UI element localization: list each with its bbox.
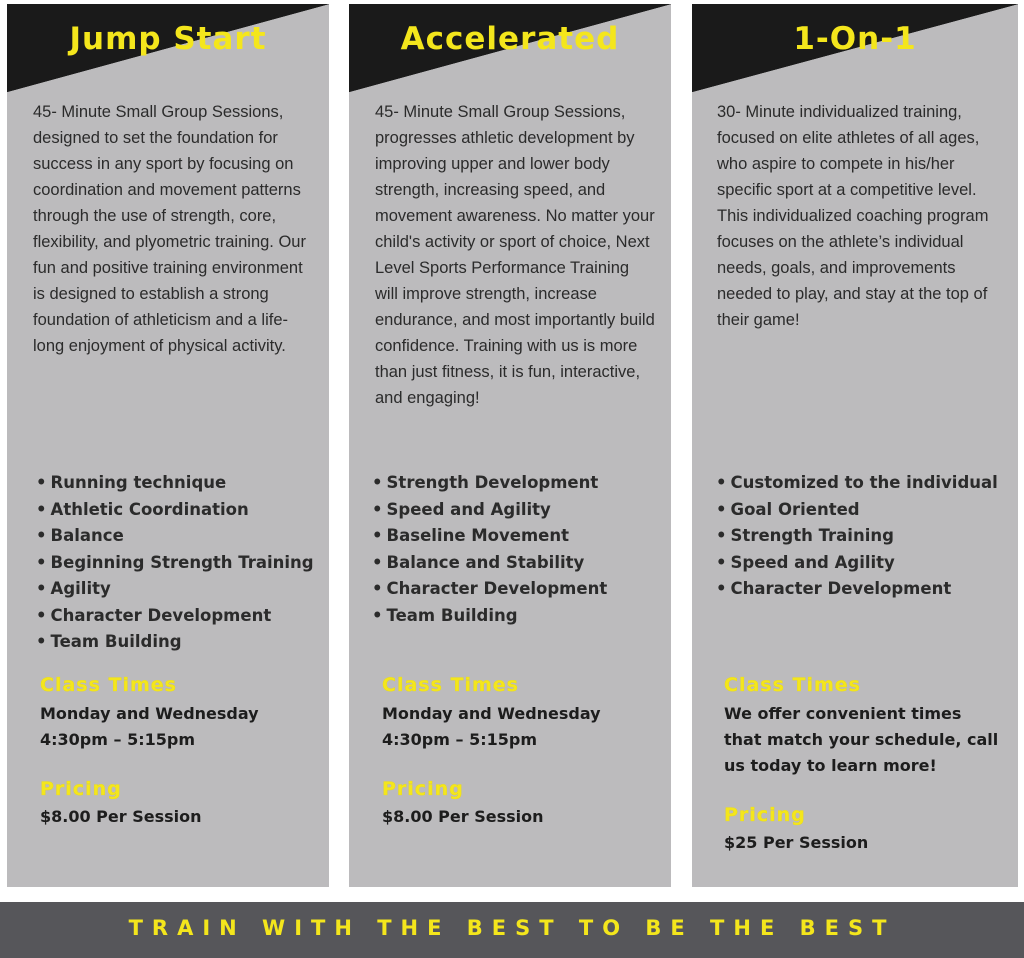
class-times-line: 4:30pm – 5:15pm <box>40 730 195 749</box>
program-card-jump-start <box>7 4 329 887</box>
class-times-line: that match your schedule, call <box>724 730 999 749</box>
feature-item: • Goal Oriented <box>716 497 1006 524</box>
class-times-line: We offer convenient times <box>724 704 962 723</box>
card-title: Accelerated <box>400 21 620 57</box>
feature-item: • Customized to the individual <box>716 470 1006 497</box>
feature-item: • Speed and Agility <box>716 550 1006 577</box>
program-card-accelerated <box>349 4 671 887</box>
card-title: 1-On-1 <box>793 21 917 57</box>
pricing-label: Pricing <box>724 804 806 826</box>
class-times-label: Class Times <box>724 674 861 696</box>
feature-item: • Strength Development <box>372 470 662 497</box>
feature-item: • Character Development <box>36 603 326 630</box>
feature-item: • Athletic Coordination <box>36 497 326 524</box>
feature-item: • Beginning Strength Training <box>36 550 326 577</box>
card-description: 30- Minute individualized training, focused on elite athletes of all ages, who aspire to compete in his/her specific sport at a competitive level. This individualized coaching program focuses on the athlete’s individual needs, goals, and improvements needed to play, and stay at the top of their game! <box>717 103 989 329</box>
feature-item: • Character Development <box>716 576 1006 603</box>
pricing-value: $8.00 Per Session <box>382 807 544 826</box>
class-times-text <box>724 701 1004 779</box>
feature-item: • Character Development <box>372 576 662 603</box>
feature-item: • Team Building <box>36 629 326 656</box>
pricing-label: Pricing <box>382 778 464 800</box>
class-times-text <box>40 701 320 753</box>
feature-item: • Running technique <box>36 470 326 497</box>
feature-item: • Balance <box>36 523 326 550</box>
class-times-line: Monday and Wednesday <box>40 704 259 723</box>
pricing-label: Pricing <box>40 778 122 800</box>
feature-item: • Team Building <box>372 603 662 630</box>
class-times-line: 4:30pm – 5:15pm <box>382 730 537 749</box>
class-times-label: Class Times <box>40 674 177 696</box>
feature-list <box>716 470 1006 603</box>
pricing-value: $25 Per Session <box>724 833 869 852</box>
pricing-value: $8.00 Per Session <box>40 807 202 826</box>
card-header <box>349 4 671 92</box>
card-title: Jump Start <box>69 21 267 57</box>
feature-item: • Strength Training <box>716 523 1006 550</box>
slogan-text: TRAIN WITH THE BEST TO BE THE BEST <box>128 916 896 940</box>
class-times-text <box>382 701 662 753</box>
feature-item: • Speed and Agility <box>372 497 662 524</box>
feature-item: • Balance and Stability <box>372 550 662 577</box>
feature-item: • Baseline Movement <box>372 523 662 550</box>
card-header <box>7 4 329 92</box>
feature-list <box>36 470 326 656</box>
class-times-line: us today to learn more! <box>724 756 937 775</box>
feature-list <box>372 470 662 629</box>
program-card-one-on-one <box>692 4 1018 887</box>
feature-item: • Agility <box>36 576 326 603</box>
card-header <box>692 4 1018 92</box>
class-times-label: Class Times <box>382 674 519 696</box>
card-description: 45- Minute Small Group Sessions, designed to set the foundation for success in any sport by focusing on coordination and movement patterns through the use of strength, core, flexibility, and plyometric training. Our fun and positive training environment is designed to establish a strong foundation of athleticism and a life-long enjoyment of physical activity. <box>33 103 306 355</box>
slogan-banner <box>0 902 1024 958</box>
card-description: 45- Minute Small Group Sessions, progresses athletic development by improving upper and lower body strength, increasing speed, and movement awareness. No matter your child's activity or sport of choice, Next Level Sports Performance Training will improve strength, increase endurance, and most importantly build confidence. Training with us is more than just fitness, it is fun, interactive, and engaging! <box>375 103 655 407</box>
class-times-line: Monday and Wednesday <box>382 704 601 723</box>
